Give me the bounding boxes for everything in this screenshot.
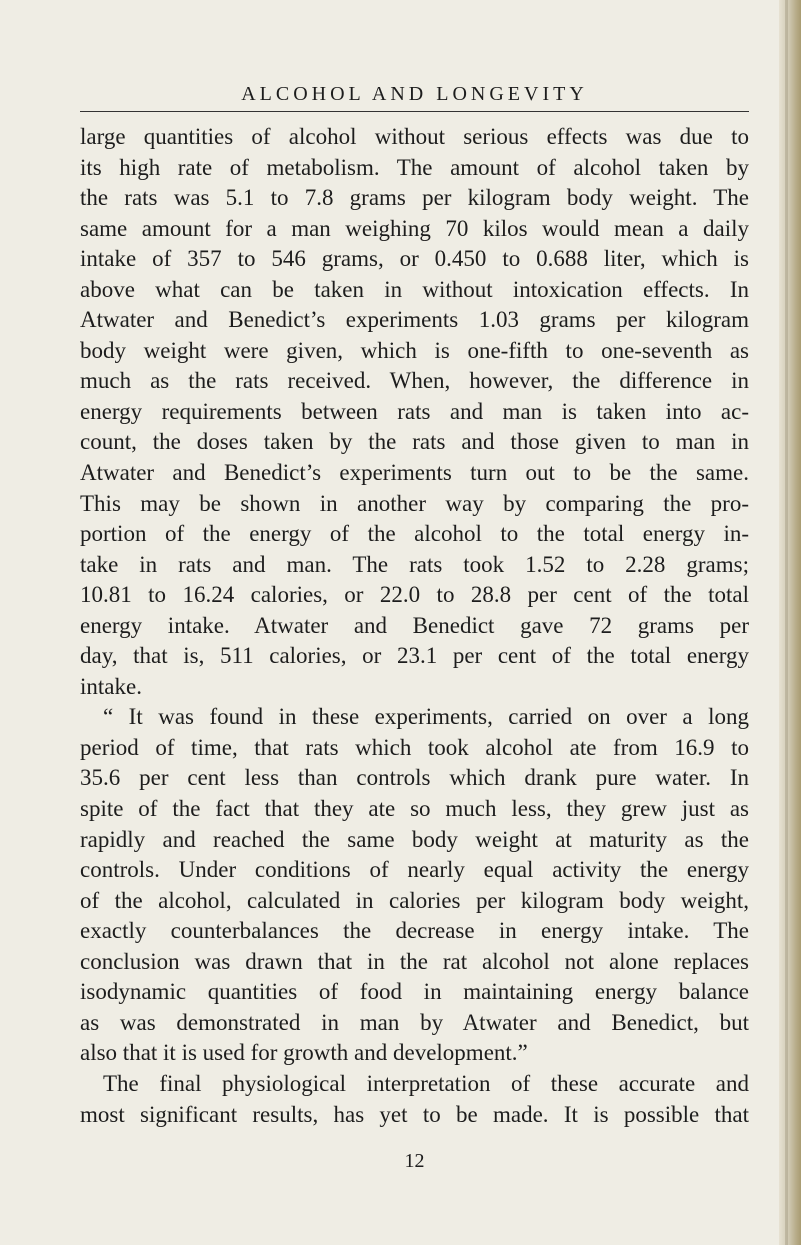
page-edge-shadow [779,0,801,1245]
text-line: most significant results, has yet to be made. It is possible that [80,1101,749,1127]
text-line: large quantities of alcohol without serious effects was due to [80,124,749,149]
text-line: the rats was 5.1 to 7.8 grams per kilogram body weight. The [80,185,749,211]
body-text [80,122,749,1130]
text-line: much as the rats received. When, however, the difference in [80,368,749,394]
text-line: The final physiological interpretation of these accurate and [103,1070,749,1096]
text-line: also that it is used for growth and development.” [80,1040,528,1066]
text-line: isodynamic quantities of food in maintaining energy balance [80,979,749,1005]
text-line: rapidly and reached the same body weight at maturity as the [80,826,749,852]
page-number: 12 [404,1150,425,1172]
text-line: intake of 357 to 546 grams, or 0.450 to 0.688 liter, which is [80,246,749,272]
text-line: take in rats and man. The rats took 1.52 to 2.28 grams; [80,551,749,577]
text-line: as was demonstrated in man by Atwater and Benedict, but [80,1009,749,1035]
text-line: period of time, that rats which took alcohol ate from 16.9 to [80,734,749,760]
text-line: spite of the fact that they ate so much less, they grew just as [80,796,749,822]
text-line: 35.6 per cent less than controls which drank pure water. In [80,765,749,791]
text-line: its high rate of metabolism. The amount of alcohol taken by [80,154,749,180]
text-line: conclusion was drawn that in the rat alcohol not alone replaces [80,948,749,974]
text-line: same amount for a man weighing 70 kilos would mean a daily [80,215,749,241]
text-line: of the alcohol, calculated in calories per kilogram body weight, [80,887,749,913]
text-line: count, the doses taken by the rats and those given to man in [80,429,749,455]
text-line: exactly counterbalances the decrease in energy intake. The [80,918,749,944]
text-line: Atwater and Benedict’s experiments turn out to be the same. [80,460,749,486]
text-line: “ It was found in these experiments, carried on over a long [103,704,749,730]
text-line: body weight were given, which is one-fifth to one-seventh as [80,337,749,363]
text-line: day, that is, 511 calories, or 23.1 per cent of the total energy [80,643,749,669]
text-line: Atwater and Benedict’s experiments 1.03 grams per kilogram [80,307,749,333]
running-head: ALCOHOL AND LONGEVITY [241,83,588,105]
text-line: controls. Under conditions of nearly equal activity the energy [80,857,749,883]
header-rule [80,111,749,112]
text-line: energy requirements between rats and man is taken into ac- [80,398,749,424]
text-line: This may be shown in another way by comparing the pro- [80,490,749,516]
text-line: portion of the energy of the alcohol to the total energy in- [80,521,749,547]
text-line: energy intake. Atwater and Benedict gave 72 grams per [80,612,749,638]
text-line: intake. [80,673,142,699]
text-line: 10.81 to 16.24 calories, or 22.0 to 28.8 per cent of the total [80,582,749,608]
text-line: above what can be taken in without intoxication effects. In [80,276,749,302]
